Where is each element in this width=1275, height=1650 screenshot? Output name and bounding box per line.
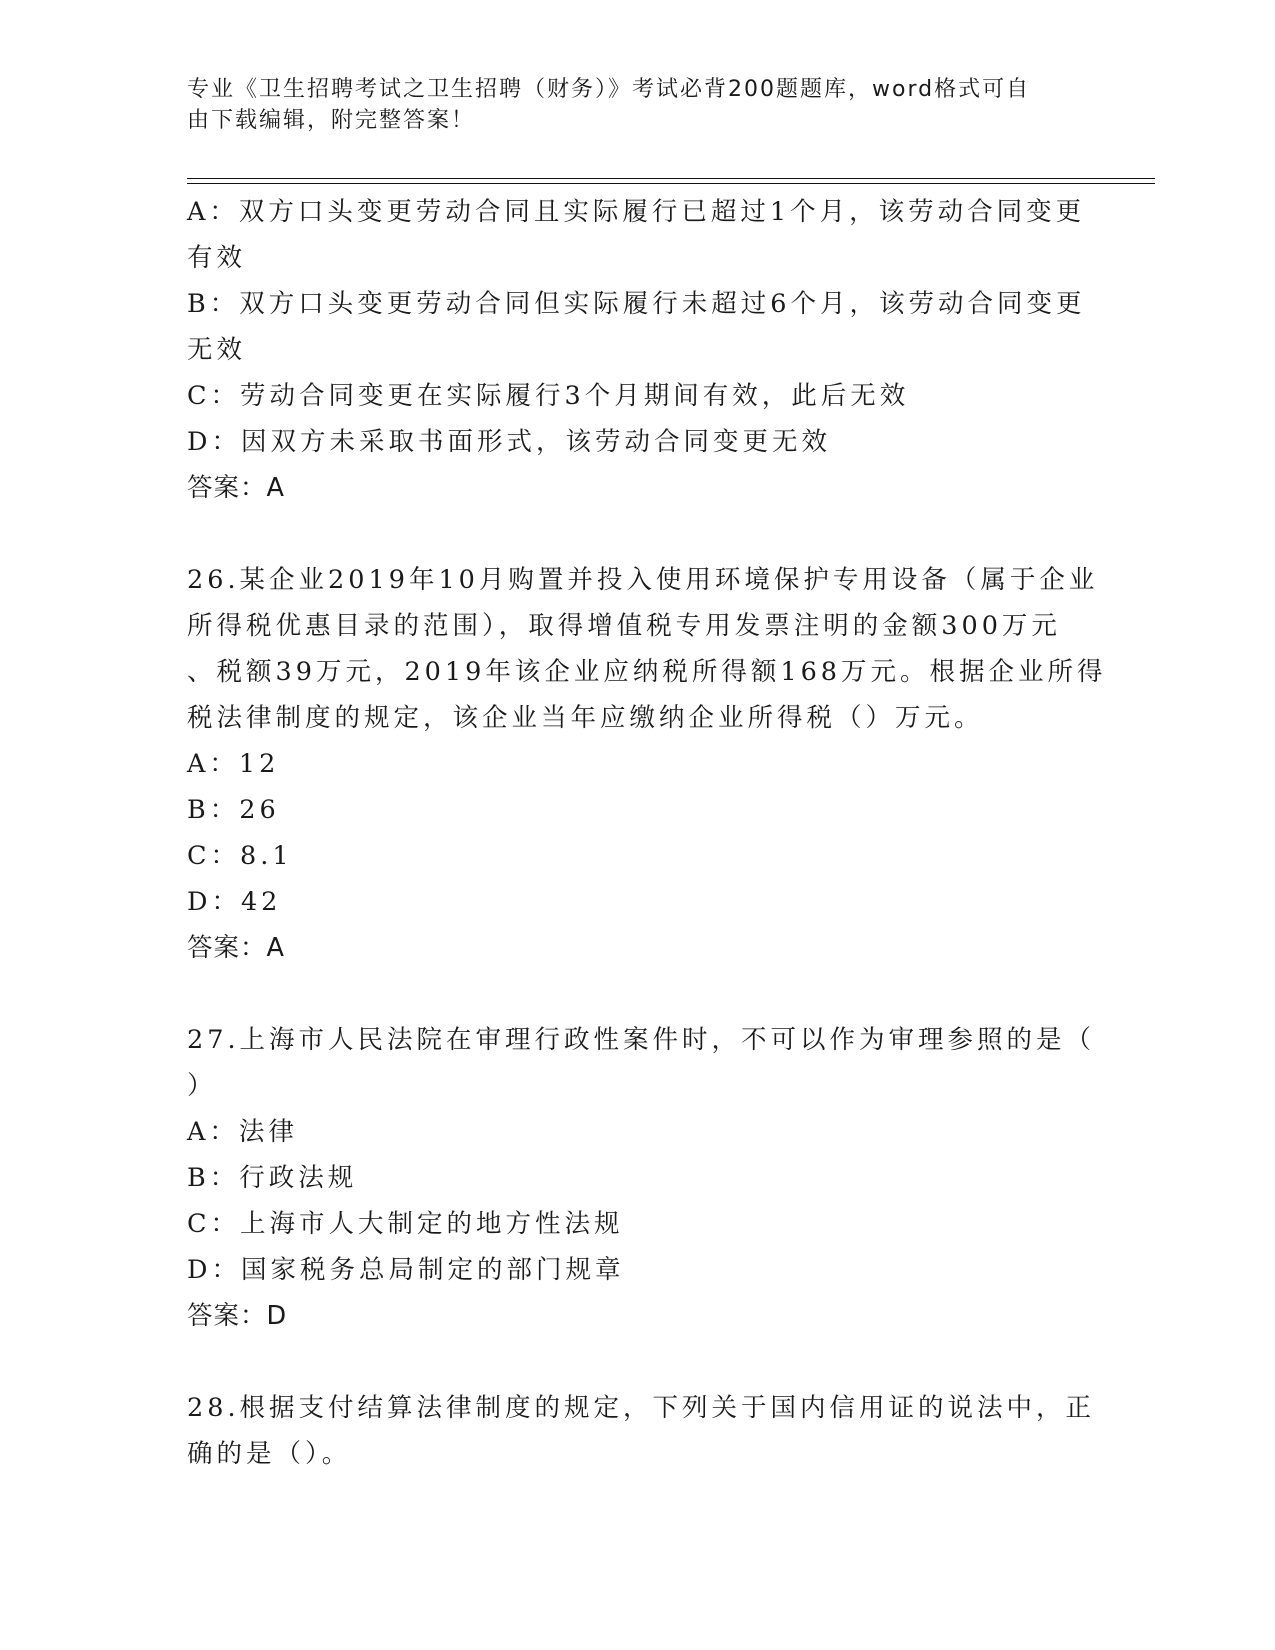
spacer bbox=[187, 511, 1087, 557]
header-divider-bottom bbox=[187, 183, 1155, 184]
option-b-line-1: B：双方口头变更劳动合同但实际履行未超过6个月，该劳动合同变更 bbox=[187, 289, 1086, 319]
option-c: C：劳动合同变更在实际履行3个月期间有效，此后无效 bbox=[187, 381, 910, 411]
document-body bbox=[187, 189, 1107, 1477]
question-25-options bbox=[187, 189, 1087, 511]
question-26-stem-line-3: 、税额39万元，2019年该企业应纳税所得额168万元。根据企业所得 bbox=[187, 657, 1107, 687]
option-a: A：法律 bbox=[187, 1117, 298, 1147]
spacer bbox=[187, 971, 1087, 1017]
question-26-stem-line-4: 税法律制度的规定，该企业当年应缴纳企业所得税（）万元。 bbox=[187, 703, 984, 733]
question-27-stem-line-1: 27.上海市人民法院在审理行政性案件时，不可以作为审理参照的是（ bbox=[187, 1025, 1096, 1055]
option-a-line-1: A：双方口头变更劳动合同且实际履行已超过1个月，该劳动合同变更 bbox=[187, 197, 1086, 227]
option-d: D：因双方未采取书面形式，该劳动合同变更无效 bbox=[187, 427, 831, 457]
header-line-1: 专业《卫生招聘考试之卫生招聘（财务）》考试必背200题题库，word格式可自 bbox=[187, 77, 1031, 102]
answer-25: 答案：A bbox=[187, 473, 285, 503]
header-line-2: 由下载编辑，附完整答案！ bbox=[187, 108, 476, 133]
question-28-stem-line-2: 确的是（）。 bbox=[187, 1439, 352, 1469]
option-c: C：上海市人大制定的地方性法规 bbox=[187, 1209, 624, 1239]
question-27-stem-line-2: ） bbox=[187, 1071, 217, 1101]
question-27 bbox=[187, 1017, 1096, 1339]
option-a: A：12 bbox=[187, 749, 280, 779]
option-b-line-2: 无效 bbox=[187, 335, 247, 365]
question-26-stem-line-1: 26.某企业2019年10月购置并投入使用环境保护专用设备（属于企业 bbox=[187, 565, 1099, 595]
document-header bbox=[187, 74, 1087, 136]
option-b: B：行政法规 bbox=[187, 1163, 358, 1193]
question-28-stem-line-1: 28.根据支付结算法律制度的规定，下列关于国内信用证的说法中，正 bbox=[187, 1393, 1096, 1423]
question-26 bbox=[187, 557, 1107, 971]
header-divider-top bbox=[187, 178, 1155, 179]
option-c: C：8.1 bbox=[187, 841, 293, 871]
option-d: D：国家税务总局制定的部门规章 bbox=[187, 1255, 625, 1285]
question-28 bbox=[187, 1385, 1096, 1477]
answer-27: 答案：D bbox=[187, 1301, 288, 1331]
option-a-line-2: 有效 bbox=[187, 243, 247, 273]
answer-26: 答案：A bbox=[187, 933, 285, 963]
question-26-stem-line-2: 所得税优惠目录的范围），取得增值税专用发票注明的金额300万元 bbox=[187, 611, 1061, 641]
option-d: D：42 bbox=[187, 887, 282, 917]
option-b: B：26 bbox=[187, 795, 280, 825]
spacer bbox=[187, 1339, 1087, 1385]
